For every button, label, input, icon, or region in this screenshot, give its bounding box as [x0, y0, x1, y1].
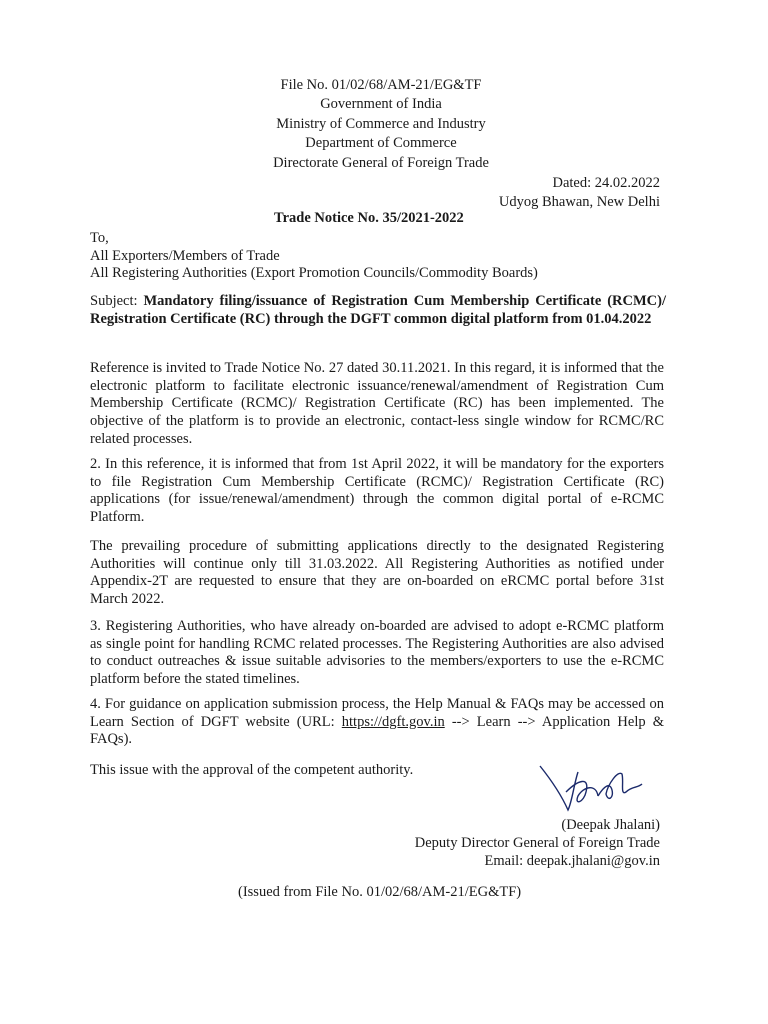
subject	[90, 293, 666, 328]
header-line-ministry: Ministry of Commerce and Industry	[276, 115, 486, 132]
signatory-block	[415, 816, 660, 870]
paragraph-5-text-post: --> Learn --> Application Help & FAQs).	[90, 713, 664, 748]
signatory-email: Email: deepak.jhalani@gov.in	[484, 853, 660, 869]
subject-text: Mandatory filing/issuance of Registration Cum Membership Certificate (RCMC)/ Registration Certificate (RC) through the DGFT common digital platform from 01.04.2022	[90, 293, 666, 327]
paragraph-4: 3. Registering Authorities, who have already on-boarded are advised to adopt e-RCMC platform as single point for handling RCMC related processes. The Registering Authorities are also advised to conduct outreaches & issue suitable advisories to the members/exporters to use the e-RCMC platform before the stated timelines.	[90, 618, 664, 688]
handwritten-signature	[538, 762, 648, 822]
file-number: File No. 01/02/68/AM-21/EG&TF	[280, 77, 482, 93]
paragraph-3: The prevailing procedure of submitting applications directly to the designated Registering Authorities will continue only till 31.03.2022. All Registering Authorities as notified under Appendix-2T are requested to ensure that they are on-boarded on eRCMC portal before 31st March 2022.	[90, 538, 664, 608]
addressee-line-1: All Exporters/Members of Trade	[90, 247, 280, 264]
notice-title: Trade Notice No. 35/2021-2022	[274, 210, 464, 226]
paragraph-1: Reference is invited to Trade Notice No. 27 dated 30.11.2021. In this regard, it is informed that the electronic platform to facilitate electronic issuance/renewal/amendment of Registration Cum Membership Certificate (RCMC)/ Registration Certificate (RC) has been implemented. The objective of the platform is to provide an electronic, contact-less single window for RCMC/RC related processes.	[90, 360, 664, 447]
document-header	[228, 76, 534, 173]
date-place-block	[499, 174, 660, 212]
paragraph-6: This issue with the approval of the competent authority.	[90, 762, 414, 778]
dgft-website-link[interactable]: https://dgft.gov.in	[341, 713, 445, 730]
paragraph-5	[90, 696, 664, 749]
signatory-name: (Deepak Jhalani)	[561, 817, 660, 833]
header-line-department: Department of Commerce	[305, 135, 457, 152]
subject-label: Subject:	[90, 293, 138, 309]
signatory-designation: Deputy Director General of Foreign Trade	[414, 835, 660, 851]
paragraph-5-text-pre: 4. For guidance on application submission process, the Help Manual & FAQs may be accessed on Learn Section of DGFT website (URL:	[90, 696, 664, 730]
addressee-line-2: All Registering Authorities (Export Promotion Councils/Commodity Boards)	[90, 265, 538, 281]
date-line: Dated: 24.02.2022	[552, 175, 660, 191]
place-line: Udyog Bhawan, New Delhi	[498, 194, 660, 210]
issued-from-line: (Issued from File No. 01/02/68/AM-21/EG&TF)	[238, 884, 522, 900]
to-label: To,	[90, 230, 109, 246]
addressees	[90, 230, 538, 283]
header-line-directorate: Directorate General of Foreign Trade	[273, 154, 489, 171]
paragraph-2: 2. In this reference, it is informed that from 1st April 2022, it will be mandatory for the exporters to file Registration Cum Membership Certificate (RCMC)/ Registration Certificate (RC) applications (for issue/renewal/amendment) through the common digital portal of e-RCMC Platform.	[90, 456, 664, 526]
header-line-government: Government of India	[320, 96, 442, 113]
